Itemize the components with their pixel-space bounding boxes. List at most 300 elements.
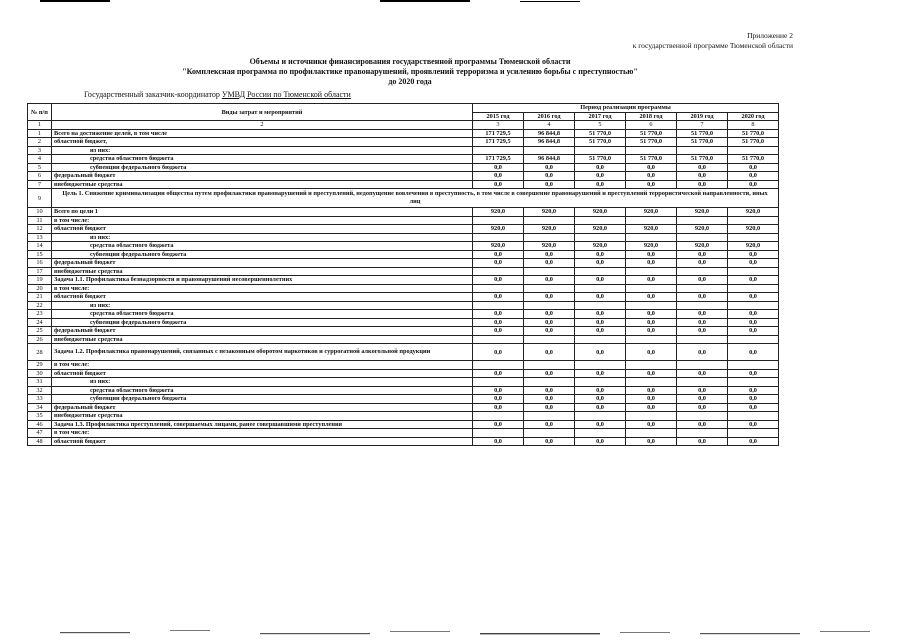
value-cell: 51 770,0 [575, 155, 626, 164]
appendix-line-2: к государственной программе Тюменской области [632, 41, 793, 50]
index-cell: 8 [728, 121, 779, 130]
value-cell: 171 729,5 [473, 138, 524, 147]
appendix-note [633, 31, 793, 51]
value-cell: 0,0 [575, 395, 626, 404]
value-cell: 920,0 [575, 225, 626, 234]
row-label: федеральный бюджет [52, 259, 473, 268]
table-row [28, 146, 779, 155]
value-cell [728, 146, 779, 155]
value-cell: 0,0 [626, 420, 677, 429]
value-cell: 0,0 [473, 386, 524, 395]
value-cell [626, 216, 677, 225]
row-label: из них: [52, 146, 473, 155]
value-cell [575, 429, 626, 438]
table-row [28, 208, 779, 217]
row-number: 17 [28, 267, 52, 276]
row-label: средства областного бюджета [52, 386, 473, 395]
value-cell [524, 335, 575, 344]
value-cell: 0,0 [677, 369, 728, 378]
value-cell: 0,0 [677, 163, 728, 172]
row-number: 2 [28, 138, 52, 147]
value-cell [626, 267, 677, 276]
value-cell: 0,0 [728, 327, 779, 336]
header-year: 2017 год [575, 112, 626, 121]
value-cell: 0,0 [728, 420, 779, 429]
value-cell: 0,0 [626, 344, 677, 361]
value-cell: 0,0 [677, 293, 728, 302]
value-cell: 0,0 [575, 327, 626, 336]
value-cell: 920,0 [677, 208, 728, 217]
row-label: в том числе: [52, 216, 473, 225]
table-row [28, 138, 779, 147]
value-cell: 0,0 [677, 395, 728, 404]
value-cell: 0,0 [677, 344, 728, 361]
row-label: федеральный бюджет [52, 172, 473, 181]
table-row [28, 180, 779, 189]
row-number: 20 [28, 284, 52, 293]
value-cell [626, 284, 677, 293]
value-cell: 0,0 [728, 395, 779, 404]
row-label: Задача 1.2. Профилактика правонарушений, связанных с незаконным оборотом наркотиков и суррогатной алкогольной продукции [52, 344, 473, 361]
table-row [28, 403, 779, 412]
value-cell: 0,0 [524, 420, 575, 429]
row-label: внебюджетные средства [52, 412, 473, 421]
value-cell [575, 216, 626, 225]
value-cell: 0,0 [473, 276, 524, 285]
value-cell: 0,0 [575, 403, 626, 412]
header-year: 2018 год [626, 112, 677, 121]
row-number: 14 [28, 242, 52, 251]
value-cell [473, 233, 524, 242]
row-number: 48 [28, 437, 52, 446]
value-cell: 0,0 [524, 344, 575, 361]
row-label: областной бюджет [52, 225, 473, 234]
value-cell: 0,0 [575, 344, 626, 361]
value-cell [575, 284, 626, 293]
index-cell: 3 [473, 121, 524, 130]
value-cell [575, 378, 626, 387]
value-cell [473, 378, 524, 387]
row-label: внебюджетные средства [52, 180, 473, 189]
title-line-3: до 2020 года [388, 77, 432, 86]
table-row [28, 318, 779, 327]
table-row [28, 250, 779, 259]
value-cell: 96 844,8 [524, 138, 575, 147]
row-number: 10 [28, 208, 52, 217]
value-cell: 0,0 [626, 369, 677, 378]
value-cell [728, 216, 779, 225]
row-number: 15 [28, 250, 52, 259]
row-label: в том числе: [52, 361, 473, 370]
value-cell: 0,0 [677, 172, 728, 181]
value-cell: 171 729,5 [473, 129, 524, 138]
value-cell [677, 146, 728, 155]
row-number: 16 [28, 259, 52, 268]
value-cell [575, 335, 626, 344]
value-cell: 0,0 [677, 259, 728, 268]
table-row [28, 276, 779, 285]
document-title [90, 57, 730, 87]
value-cell: 0,0 [524, 259, 575, 268]
table-row [28, 216, 779, 225]
row-label: субвенции федерального бюджета [52, 163, 473, 172]
row-number: 29 [28, 361, 52, 370]
value-cell: 0,0 [524, 403, 575, 412]
value-cell: 51 770,0 [626, 129, 677, 138]
scan-artifact-bottom [60, 622, 875, 636]
value-cell: 0,0 [677, 386, 728, 395]
value-cell: 0,0 [677, 250, 728, 259]
value-cell: 0,0 [728, 318, 779, 327]
value-cell [728, 361, 779, 370]
value-cell: 920,0 [626, 242, 677, 251]
value-cell [677, 284, 728, 293]
value-cell: 0,0 [473, 172, 524, 181]
index-cell: 4 [524, 121, 575, 130]
index-cell: 7 [677, 121, 728, 130]
value-cell: 51 770,0 [677, 129, 728, 138]
value-cell: 0,0 [473, 420, 524, 429]
value-cell: 0,0 [728, 163, 779, 172]
value-cell: 0,0 [575, 180, 626, 189]
value-cell: 0,0 [575, 163, 626, 172]
value-cell [626, 233, 677, 242]
value-cell: 0,0 [524, 180, 575, 189]
row-label: Задача 1.3. Профилактика преступлений, совершаемых лицами, ранее совершавшими преступления [52, 420, 473, 429]
value-cell [473, 429, 524, 438]
row-number: 21 [28, 293, 52, 302]
row-number: 4 [28, 155, 52, 164]
value-cell [524, 412, 575, 421]
value-cell: 0,0 [575, 386, 626, 395]
value-cell [626, 361, 677, 370]
row-label: средства областного бюджета [52, 155, 473, 164]
row-label: внебюджетные средства [52, 335, 473, 344]
row-label: в том числе: [52, 284, 473, 293]
value-cell: 51 770,0 [626, 155, 677, 164]
value-cell: 920,0 [473, 225, 524, 234]
value-cell: 0,0 [728, 172, 779, 181]
table-row [28, 378, 779, 387]
row-number: 7 [28, 180, 52, 189]
row-number: 25 [28, 327, 52, 336]
table-row [28, 420, 779, 429]
goal-row [28, 189, 779, 208]
value-cell: 0,0 [524, 318, 575, 327]
row-label: в том числе: [52, 429, 473, 438]
row-number: 35 [28, 412, 52, 421]
table-row [28, 284, 779, 293]
value-cell [473, 284, 524, 293]
value-cell: 51 770,0 [677, 155, 728, 164]
value-cell [473, 146, 524, 155]
value-cell: 0,0 [626, 318, 677, 327]
value-cell [524, 233, 575, 242]
value-cell [575, 146, 626, 155]
customer-line [84, 90, 351, 100]
value-cell: 0,0 [728, 293, 779, 302]
header-year: 2020 год [728, 112, 779, 121]
row-number: 32 [28, 386, 52, 395]
value-cell [626, 335, 677, 344]
row-number: 47 [28, 429, 52, 438]
value-cell: 0,0 [473, 310, 524, 319]
value-cell: 920,0 [626, 208, 677, 217]
row-number: 24 [28, 318, 52, 327]
value-cell: 0,0 [677, 180, 728, 189]
value-cell: 0,0 [677, 327, 728, 336]
table-row [28, 412, 779, 421]
value-cell: 0,0 [728, 259, 779, 268]
value-cell: 0,0 [626, 163, 677, 172]
row-number: 12 [28, 225, 52, 234]
title-line-1: Объемы и источники финансирования государственной программы Тюменской области [249, 57, 571, 66]
appendix-line-1: Приложение 2 [747, 31, 793, 40]
value-cell: 0,0 [473, 437, 524, 446]
value-cell [575, 267, 626, 276]
table-row [28, 129, 779, 138]
value-cell [575, 412, 626, 421]
header-name: Виды затрат и мероприятий [52, 104, 473, 121]
row-number: 5 [28, 163, 52, 172]
value-cell [473, 301, 524, 310]
value-cell: 0,0 [524, 369, 575, 378]
value-cell [626, 146, 677, 155]
row-label: субвенции федерального бюджета [52, 395, 473, 404]
row-label: областной бюджет [52, 369, 473, 378]
value-cell [677, 216, 728, 225]
value-cell: 0,0 [473, 395, 524, 404]
value-cell [728, 412, 779, 421]
row-number: 1 [28, 129, 52, 138]
value-cell: 0,0 [524, 250, 575, 259]
value-cell: 0,0 [575, 293, 626, 302]
value-cell: 0,0 [728, 403, 779, 412]
value-cell: 0,0 [473, 180, 524, 189]
value-cell [728, 429, 779, 438]
value-cell: 0,0 [626, 386, 677, 395]
value-cell [677, 429, 728, 438]
row-label: из них: [52, 233, 473, 242]
value-cell [728, 335, 779, 344]
row-number: 31 [28, 378, 52, 387]
scan-artifact-top-right [520, 1, 580, 2]
value-cell [524, 429, 575, 438]
value-cell: 0,0 [728, 180, 779, 189]
value-cell [626, 378, 677, 387]
value-cell: 0,0 [626, 437, 677, 446]
value-cell [728, 284, 779, 293]
value-cell: 0,0 [473, 327, 524, 336]
value-cell: 0,0 [575, 318, 626, 327]
value-cell [677, 267, 728, 276]
table-row [28, 233, 779, 242]
value-cell: 51 770,0 [728, 129, 779, 138]
header-year: 2015 год [473, 112, 524, 121]
value-cell: 0,0 [677, 420, 728, 429]
value-cell [524, 378, 575, 387]
value-cell: 0,0 [728, 369, 779, 378]
value-cell: 51 770,0 [728, 155, 779, 164]
table-row [28, 386, 779, 395]
table-row [28, 395, 779, 404]
value-cell [473, 361, 524, 370]
row-label: областной бюджет [52, 293, 473, 302]
table-row [28, 369, 779, 378]
value-cell: 0,0 [473, 403, 524, 412]
value-cell: 0,0 [626, 327, 677, 336]
table-row [28, 242, 779, 251]
value-cell: 0,0 [677, 318, 728, 327]
value-cell: 920,0 [575, 242, 626, 251]
row-number: 13 [28, 233, 52, 242]
value-cell [677, 335, 728, 344]
value-cell: 0,0 [626, 403, 677, 412]
row-label: средства областного бюджета [52, 310, 473, 319]
value-cell: 920,0 [524, 242, 575, 251]
value-cell [575, 233, 626, 242]
value-cell: 0,0 [524, 163, 575, 172]
value-cell: 920,0 [677, 225, 728, 234]
value-cell: 0,0 [677, 276, 728, 285]
value-cell: 0,0 [728, 250, 779, 259]
value-cell: 0,0 [575, 310, 626, 319]
value-cell: 96 844,8 [524, 155, 575, 164]
table-row [28, 301, 779, 310]
value-cell: 0,0 [575, 172, 626, 181]
value-cell [626, 429, 677, 438]
value-cell: 920,0 [524, 208, 575, 217]
row-label: федеральный бюджет [52, 327, 473, 336]
value-cell: 0,0 [728, 310, 779, 319]
row-number: 28 [28, 344, 52, 361]
value-cell: 0,0 [626, 395, 677, 404]
value-cell: 0,0 [524, 293, 575, 302]
value-cell: 0,0 [524, 276, 575, 285]
goal-description: Цель 1. Снижение криминализации общества путем профилактики правонарушений и преступлений, недопущение вовлечения в преступность, в том числе в совершение правонарушений и преступлений террористической направленности, иных лиц [52, 189, 779, 208]
value-cell [626, 301, 677, 310]
table-row [28, 293, 779, 302]
row-label: Всего по цели 1 [52, 208, 473, 217]
index-cell: 2 [52, 121, 473, 130]
table-row [28, 172, 779, 181]
table-row [28, 437, 779, 446]
row-number: 9 [28, 189, 52, 208]
row-number: 6 [28, 172, 52, 181]
index-cell: 5 [575, 121, 626, 130]
value-cell [524, 361, 575, 370]
value-cell: 51 770,0 [575, 138, 626, 147]
value-cell: 920,0 [626, 225, 677, 234]
value-cell: 0,0 [626, 259, 677, 268]
title-line-2: "Комплексная программа по профилактике правонарушений, проявлений терроризма и усилению борьбы с преступностью" [182, 67, 638, 76]
header-year: 2016 год [524, 112, 575, 121]
table-row [28, 327, 779, 336]
value-cell: 0,0 [728, 344, 779, 361]
value-cell: 51 770,0 [575, 129, 626, 138]
customer-org: УМВД России по Тюменской области [221, 90, 351, 99]
value-cell [524, 146, 575, 155]
row-number: 23 [28, 310, 52, 319]
table-row [28, 155, 779, 164]
value-cell: 0,0 [575, 259, 626, 268]
header-num: № п/п [28, 104, 52, 121]
value-cell: 0,0 [473, 318, 524, 327]
value-cell: 51 770,0 [677, 138, 728, 147]
row-label: из них: [52, 378, 473, 387]
value-cell: 0,0 [575, 420, 626, 429]
row-label: областной бюджет, [52, 138, 473, 147]
row-label: субвенции федерального бюджета [52, 318, 473, 327]
index-cell: 6 [626, 121, 677, 130]
row-label: Всего на достижение целей, в том числе [52, 129, 473, 138]
row-label: внебюджетные средства [52, 267, 473, 276]
table-row [28, 310, 779, 319]
value-cell: 0,0 [524, 327, 575, 336]
value-cell: 920,0 [677, 242, 728, 251]
value-cell [473, 335, 524, 344]
value-cell: 920,0 [473, 208, 524, 217]
value-cell [626, 412, 677, 421]
value-cell [575, 301, 626, 310]
value-cell: 0,0 [524, 310, 575, 319]
value-cell: 0,0 [626, 293, 677, 302]
value-cell [524, 267, 575, 276]
value-cell: 51 770,0 [626, 138, 677, 147]
value-cell [677, 361, 728, 370]
value-cell: 171 729,5 [473, 155, 524, 164]
value-cell [728, 267, 779, 276]
row-number: 19 [28, 276, 52, 285]
value-cell [728, 301, 779, 310]
customer-prefix: Государственный заказчик-координатор [84, 90, 220, 99]
row-label: федеральный бюджет [52, 403, 473, 412]
value-cell: 0,0 [677, 437, 728, 446]
value-cell [524, 284, 575, 293]
value-cell [473, 412, 524, 421]
row-number: 3 [28, 146, 52, 155]
row-number: 26 [28, 335, 52, 344]
header-period: Период реализации программы [473, 104, 779, 113]
value-cell [677, 412, 728, 421]
value-cell: 0,0 [524, 437, 575, 446]
value-cell [728, 233, 779, 242]
value-cell: 0,0 [524, 386, 575, 395]
value-cell: 0,0 [728, 437, 779, 446]
table-body [28, 129, 779, 446]
row-label: субвенции федерального бюджета [52, 250, 473, 259]
value-cell: 0,0 [626, 172, 677, 181]
row-number: 34 [28, 403, 52, 412]
value-cell: 0,0 [575, 250, 626, 259]
value-cell: 0,0 [575, 437, 626, 446]
value-cell: 920,0 [728, 208, 779, 217]
row-number: 30 [28, 369, 52, 378]
row-number: 11 [28, 216, 52, 225]
value-cell [575, 361, 626, 370]
value-cell: 0,0 [473, 259, 524, 268]
table-row [28, 361, 779, 370]
value-cell: 920,0 [728, 242, 779, 251]
value-cell: 0,0 [728, 276, 779, 285]
row-number: 46 [28, 420, 52, 429]
value-cell: 920,0 [524, 225, 575, 234]
value-cell: 0,0 [626, 276, 677, 285]
table-row [28, 344, 779, 361]
table-row [28, 429, 779, 438]
value-cell [677, 301, 728, 310]
financing-table [27, 103, 779, 446]
